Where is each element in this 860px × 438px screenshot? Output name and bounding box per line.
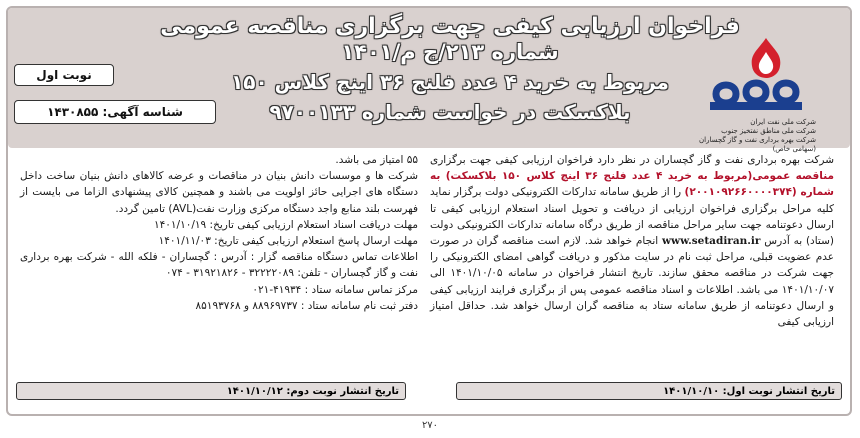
setad-link[interactable]: www.setadiran.ir xyxy=(662,235,761,248)
tender-highlight: مناقصه عمومی(مربوط به خرید ۴ عدد فلنج ۳۶ اینچ کلاس ۱۵۰ بلاکسکت) به شماره (۲۰۰۱۰۹۲۶۶۰۰۰۰۳۷۴) xyxy=(430,170,834,199)
ad-title-line-2: شماره ۲۱۳/ج م/۱۴۰۱ xyxy=(341,40,559,64)
logo-company-text xyxy=(676,118,816,154)
knowledge-based-text: شرکت ها و موسسات دانش بنیان در مناقصات و عرضه کالاهای دانش بنیان ساخت داخل دستگاه های اجرایی حائز اولویت می باشند و همچنین کالای پیشنهادی الزاما می بایست از فهرست بلند منابع واجد دستگاه مرکزی وزارت نفت(AVL) تامین گردد. xyxy=(20,170,418,215)
setad-registration: دفتر ثبت نام سامانه ستاد : ۸۸۹۶۹۷۳۷ و ۸۵۱۹۳۷۶۸ xyxy=(195,299,418,312)
turn-badge: نوبت اول xyxy=(14,64,114,86)
page-number: ۲۷۰ xyxy=(421,420,439,431)
ad-body-left-column xyxy=(20,152,418,314)
ad-body-right-column xyxy=(430,152,834,330)
ad-title-line-4: بلاکسکت در خواست شماره ۹۷۰۰۱۳۳ xyxy=(269,100,631,124)
setad-call-center: مرکز تماس سامانه ستاد : ۴۱۹۳۴-۰۲۱ xyxy=(252,283,418,296)
body-text: شرکت بهره برداری نفت و گاز گچساران در نظر دارد فراخوان ارزیابی کیفی جهت برگزاری xyxy=(430,154,834,166)
logo-company-line-2: شرکت ملی مناطق نفتخیز جنوب xyxy=(721,127,816,135)
flame-logo-icon xyxy=(688,32,818,132)
first-publication-date: تاریخ انتشار نوبت اول: ۱۴۰۱/۱۰/۱۰ xyxy=(456,382,842,400)
response-deadline: مهلت ارسال پاسخ استعلام ارزیابی کیفی تاریخ: ۱۴۰۱/۱۱/۰۳ xyxy=(158,235,418,248)
logo-company-line-1: شرکت ملی نفت ایران xyxy=(750,118,816,126)
ad-title-line-3: مربوط به خرید ۴ عدد فلنج ۳۶ اینچ کلاس ۱۵۰ xyxy=(231,70,669,94)
contact-info: اطلاعات تماس دستگاه مناقصه گزار : آدرس : گچساران - فلکه الله - شرکت بهره برداری نفت و گاز گچساران - تلفن: ۳۲۲۲۲۰۸۹ - ۳۱۹۲۱۸۲۶ - ۰۷۴ xyxy=(20,251,418,280)
body-text: انجام خواهد شد. لازم است مناقصه گران در صورت عدم عضویت قبلی، مراحل ثبت نام در سایت مذکور و دریافت گواهی امضای الکترونیکی را جهت شرکت در مناقصه محقق سازند. تاریخ انتشار فراخوان در سامانه ۱۴۰۱/۱۰/۰۵ الی ۱۴۰۱/۱۰/۰۷ می باشد. اطلاعات و اسناد مناقصه عمومی پس از برگزاری فرایند ارزیابی کیفی و ارسال دعوتنامه از طریق سامانه ستاد به مناقصه گران ارسال خواهد شد. حداقل امتیاز ارزیابی کیفی xyxy=(430,235,834,329)
second-publication-date: تاریخ انتشار نوبت دوم: ۱۴۰۱/۱۰/۱۲ xyxy=(16,382,406,400)
logo-company-line-3: شرکت بهره برداری نفت و گاز گچساران (سهامی خاص) xyxy=(698,136,816,153)
ad-title-line-1: فراخوان ارزیابی کیفی جهت برگزاری مناقصه عمومی xyxy=(160,14,740,39)
ad-id-badge: شناسه آگهی: ۱۴۳۰۸۵۵ xyxy=(14,100,216,124)
min-score-text: ۵۵ امتیاز می باشد. xyxy=(335,154,418,166)
document-deadline: مهلت دریافت اسناد استعلام ارزیابی کیفی تاریخ: ۱۴۰۱/۱۰/۱۹ xyxy=(153,218,418,231)
body-text: را از طریق سامانه تدارکات الکترونیکی دولت برگزار نماید کلیه مراحل برگزاری فراخوان ارزیابی از دریافت و تحویل اسناد استعلام ارزیابی کیفی تا ارسال دعوتنامه جهت سایر مراحل مناقصه از طریق درگاه سامانه تدارکات الکترونیکی دولت (ستاد) به آدرس xyxy=(430,186,834,248)
